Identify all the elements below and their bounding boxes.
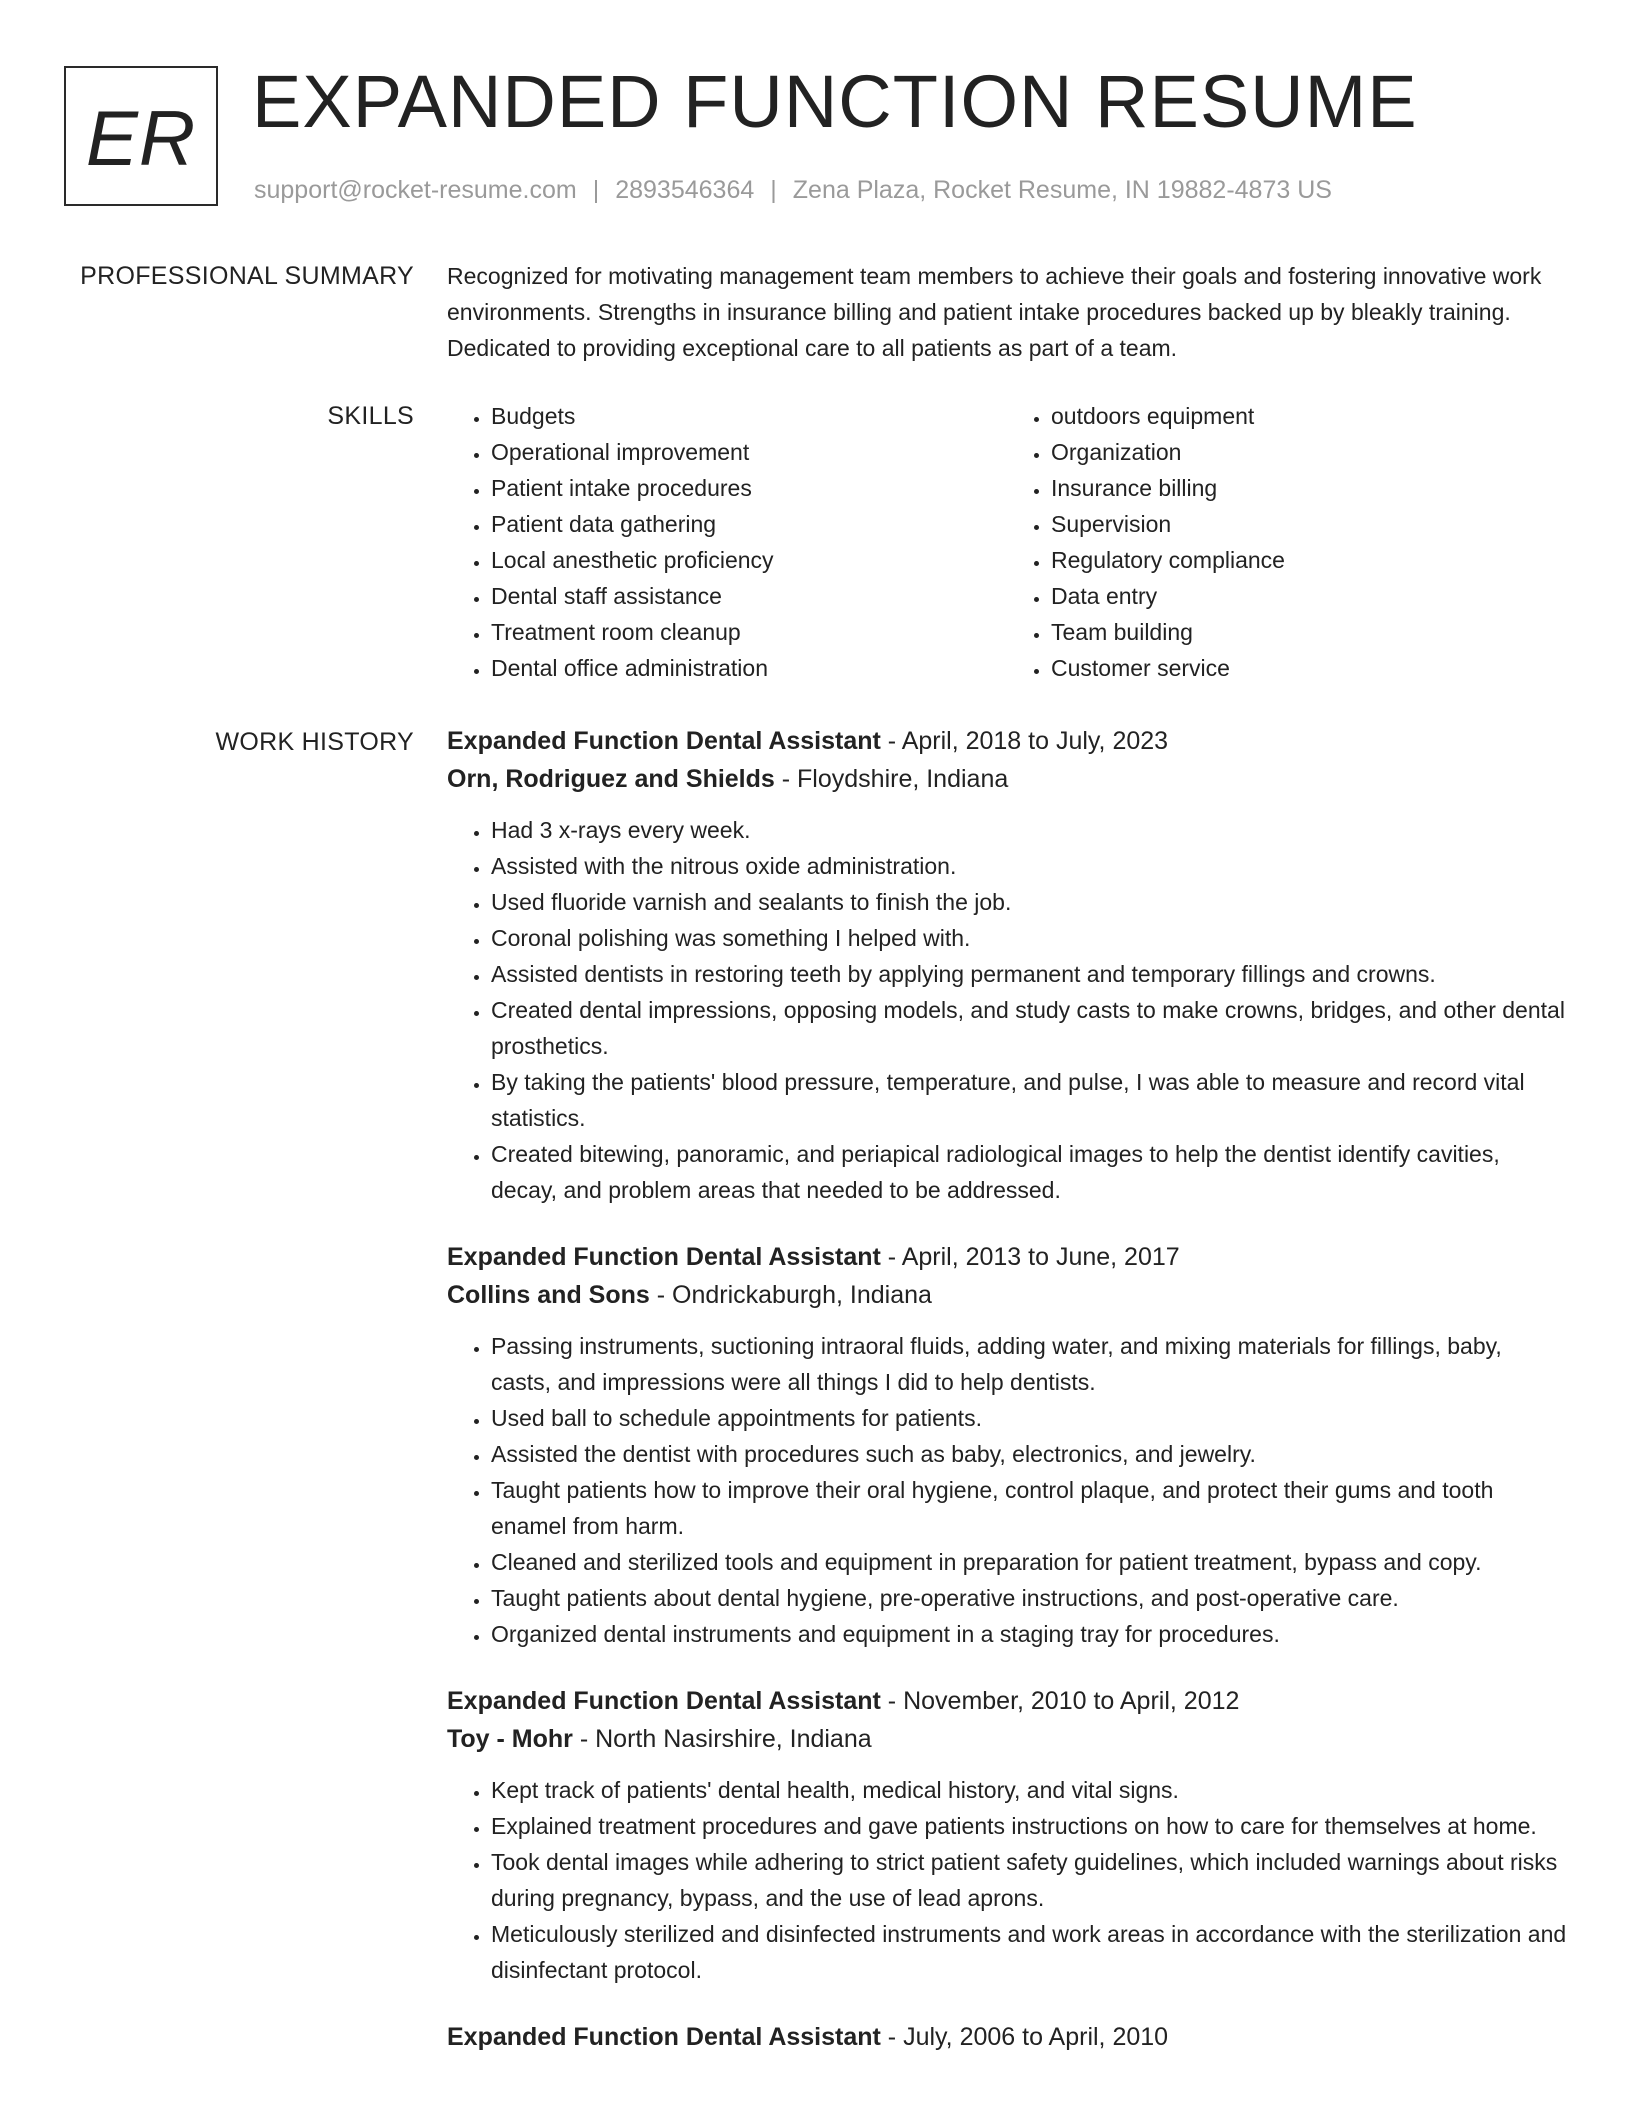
job-duty: • Taught patients how to improve their oral hygiene, control plaque, and protect their gums and tooth enamel from harm.	[491, 1472, 1567, 1544]
summary-body	[447, 258, 1567, 366]
summary-text: Recognized for motivating management team members to achieve their goals and fostering innovative work environments. Strengths in insurance billing and patient intake procedures backed up by bleakly training. Dedicated to providing exceptional care to all patients as part of a team.	[447, 263, 1542, 361]
skill-item: • Operational improvement	[491, 434, 1007, 470]
job-duty: • Took dental images while adhering to strict patient safety guidelines, which included warnings about risks during pregnancy, bypass, and the use of lead aprons.	[491, 1844, 1567, 1916]
contact-separator: |	[592, 176, 600, 204]
job-dates: - July, 2006 to April, 2010	[880, 2023, 1169, 2051]
job-location: - Floydshire, Indiana	[774, 765, 1009, 793]
skill-item: • Patient data gathering	[491, 506, 1007, 542]
contact-line	[254, 174, 1332, 206]
skills-heading: SKILLS	[327, 402, 414, 430]
contact-address: Zena Plaza, Rocket Resume, IN 19882-4873 US	[792, 176, 1332, 204]
job-duty: • Used ball to schedule appointments for patients.	[491, 1400, 1567, 1436]
job-company-line	[447, 1720, 1567, 1758]
job-duty: • Coronal polishing was something I helped with.	[491, 920, 1567, 956]
job-dates: - April, 2013 to June, 2017	[880, 1243, 1180, 1271]
monogram-box	[64, 66, 218, 206]
skill-item: • Insurance billing	[1051, 470, 1567, 506]
job-duty: • Used fluoride varnish and sealants to finish the job.	[491, 884, 1567, 920]
summary-heading: PROFESSIONAL SUMMARY	[80, 262, 414, 290]
skills-list-left	[447, 398, 1007, 686]
resume-title: EXPANDED FUNCTION RESUME	[252, 60, 1418, 143]
job-duty: • Organized dental instruments and equipment in a staging tray for procedures.	[491, 1616, 1567, 1652]
job-title-line	[447, 1682, 1567, 1720]
job-title-line	[447, 2018, 1567, 2056]
job-duty: • Cleaned and sterilized tools and equipment in preparation for patient treatment, bypass and copy.	[491, 1544, 1567, 1580]
job-entry	[447, 1682, 1567, 1988]
job-duty: • Assisted with the nitrous oxide administration.	[491, 848, 1567, 884]
job-duty: • Created dental impressions, opposing models, and study casts to make crowns, bridges, and other dental prosthetics.	[491, 992, 1567, 1064]
job-company-line	[447, 760, 1567, 798]
job-title-line	[447, 722, 1567, 760]
skill-item: • Patient intake procedures	[491, 470, 1007, 506]
skill-item: • Regulatory compliance	[1051, 542, 1567, 578]
job-duty: • Kept track of patients' dental health, medical history, and vital signs.	[491, 1772, 1567, 1808]
skill-item: • Local anesthetic proficiency	[491, 542, 1007, 578]
monogram-initials: ER	[85, 93, 197, 182]
job-company: Collins and Sons	[447, 1281, 650, 1309]
job-location: - Ondrickaburgh, Indiana	[649, 1281, 932, 1309]
skills-list-right	[1007, 398, 1567, 686]
job-company-line	[447, 1276, 1567, 1314]
job-company: Toy - Mohr	[447, 1725, 573, 1753]
skills-grid	[447, 398, 1567, 686]
job-duty: • Explained treatment procedures and gave patients instructions on how to care for themselves at home.	[491, 1808, 1567, 1844]
skill-item: • Treatment room cleanup	[491, 614, 1007, 650]
job-duties-list	[447, 812, 1567, 1208]
contact-email: support@rocket-resume.com	[254, 176, 577, 204]
skill-item: • Dental staff assistance	[491, 578, 1007, 614]
job-company: Orn, Rodriguez and Shields	[447, 765, 775, 793]
work-history-body	[447, 722, 1567, 2086]
skill-item: • Budgets	[491, 398, 1007, 434]
job-title: Expanded Function Dental Assistant	[447, 727, 881, 755]
job-title: Expanded Function Dental Assistant	[447, 2023, 881, 2051]
skill-item: • Customer service	[1051, 650, 1567, 686]
skill-item: • Dental office administration	[491, 650, 1007, 686]
job-duty: • Passing instruments, suctioning intraoral fluids, adding water, and mixing materials for fillings, baby, casts, and impressions were all things I did to help dentists.	[491, 1328, 1567, 1400]
job-title-line	[447, 1238, 1567, 1276]
skill-item: • outdoors equipment	[1051, 398, 1567, 434]
job-duties-list	[447, 1328, 1567, 1652]
skill-item: • Team building	[1051, 614, 1567, 650]
job-duty: • Created bitewing, panoramic, and periapical radiological images to help the dentist identify cavities, decay, and problem areas that needed to be addressed.	[491, 1136, 1567, 1208]
work-history-heading: WORK HISTORY	[215, 728, 414, 756]
job-entry	[447, 1238, 1567, 1652]
skill-item: • Data entry	[1051, 578, 1567, 614]
skill-item: • Supervision	[1051, 506, 1567, 542]
job-location: - North Nasirshire, Indiana	[572, 1725, 872, 1753]
contact-phone: 2893546364	[615, 176, 755, 204]
contact-separator: |	[770, 176, 777, 204]
job-entry	[447, 722, 1567, 1208]
job-duty: • Assisted dentists in restoring teeth by applying permanent and temporary fillings and crowns.	[491, 956, 1567, 992]
job-title: Expanded Function Dental Assistant	[447, 1687, 881, 1715]
job-dates: - November, 2010 to April, 2012	[880, 1687, 1240, 1715]
job-duty: • Meticulously sterilized and disinfected instruments and work areas in accordance with the sterilization and disinfectant protocol.	[491, 1916, 1567, 1988]
job-duty: • By taking the patients' blood pressure, temperature, and pulse, I was able to measure and record vital statistics.	[491, 1064, 1567, 1136]
job-duties-list	[447, 1772, 1567, 1988]
job-dates: - April, 2018 to July, 2023	[880, 727, 1169, 755]
skill-item: • Organization	[1051, 434, 1567, 470]
job-title: Expanded Function Dental Assistant	[447, 1243, 881, 1271]
job-entry	[447, 2018, 1567, 2056]
job-duty: • Assisted the dentist with procedures such as baby, electronics, and jewelry.	[491, 1436, 1567, 1472]
job-duty: • Taught patients about dental hygiene, pre-operative instructions, and post-operative care.	[491, 1580, 1567, 1616]
job-duty: • Had 3 x-rays every week.	[491, 812, 1567, 848]
